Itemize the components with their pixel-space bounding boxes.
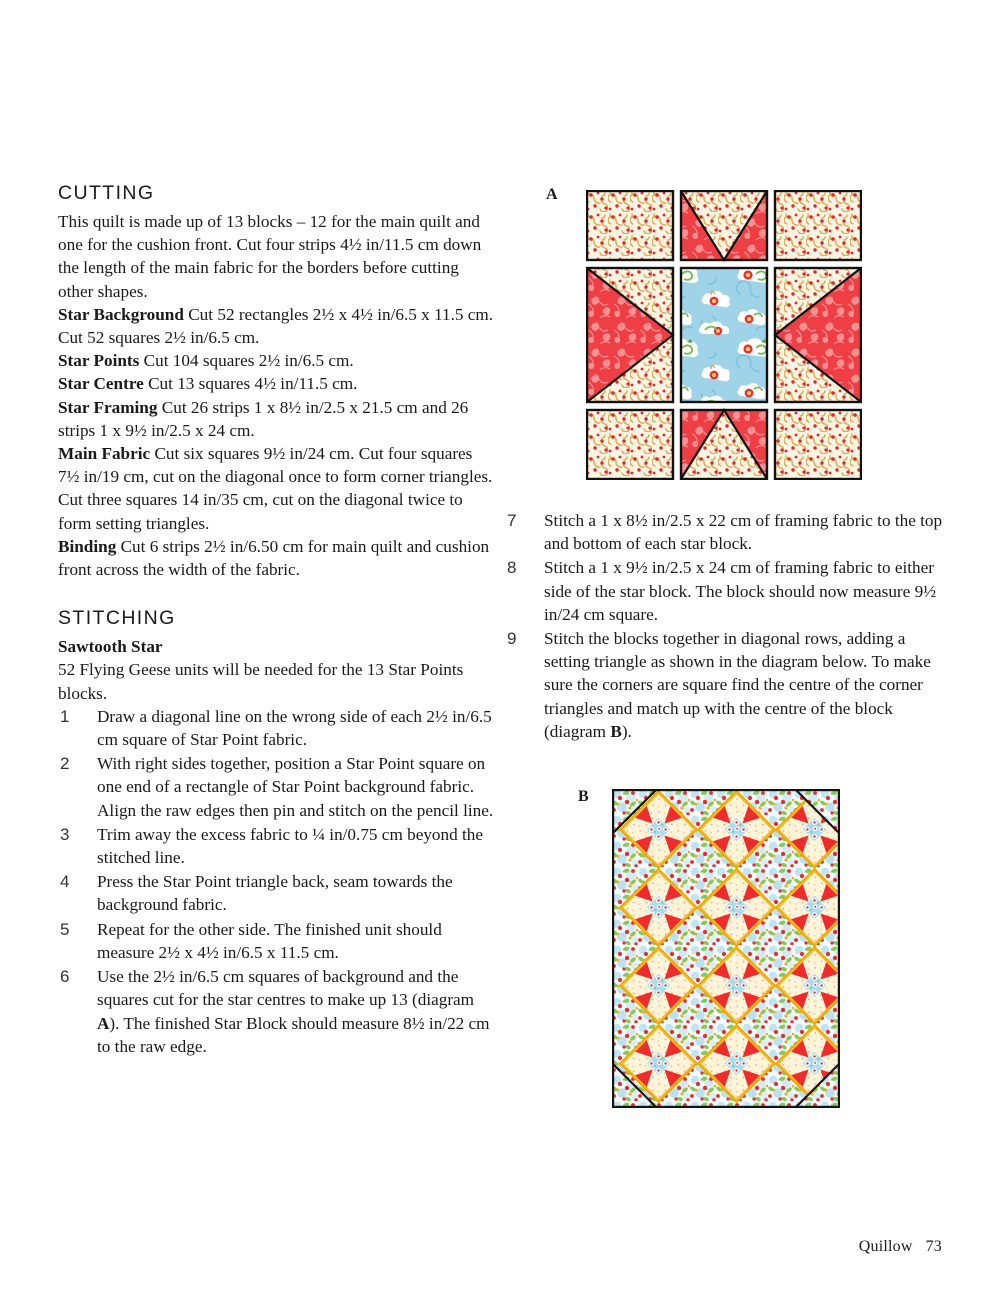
list-item bbox=[58, 752, 494, 822]
flying-geese-unit-bottom bbox=[681, 410, 767, 479]
cutting-item-text: Cut 6 strips 2½ in/6.50 cm for main quilt and cushion front across the width of the fabric. bbox=[58, 536, 490, 580]
step-number: 5 bbox=[60, 919, 70, 939]
step-number: 1 bbox=[60, 706, 70, 726]
cutting-item-list bbox=[58, 303, 494, 581]
step-number: 2 bbox=[60, 754, 70, 774]
list-item bbox=[505, 556, 947, 626]
step-text: Use the 2½ in/6.5 cm squares of background and the squares cut for the star centres to make up 13 (diagram A). The finished Star Block should measure 8½ in/22 cm to the raw edge. bbox=[97, 967, 490, 1056]
diagram-b-quilt-layout bbox=[612, 789, 840, 1108]
cutting-item-label: Star Points bbox=[58, 351, 140, 371]
list-item bbox=[58, 965, 494, 1058]
stitching-heading: STITCHING bbox=[58, 607, 176, 630]
cutting-item-text: Cut 26 strips 1 x 8½ in/2.5 x 21.5 cm and 26 strips 1 x 9½ in/2.5 x 24 cm. bbox=[58, 397, 469, 440]
stitching-intro: 52 Flying Geese units will be needed for the 13 Star Points blocks. bbox=[58, 660, 464, 703]
list-item bbox=[58, 705, 494, 751]
step-text: Stitch a 1 x 8½ in/2.5 x 22 cm of framing fabric to the top and bottom of each star block. bbox=[544, 511, 943, 554]
step-number: 3 bbox=[60, 824, 70, 844]
cutting-item-label: Star Centre bbox=[58, 374, 144, 394]
cutting-item-label: Star Framing bbox=[58, 397, 158, 417]
step-text: Draw a diagonal line on the wrong side of each 2½ in/6.5 cm square of Star Point fabric. bbox=[97, 706, 492, 750]
step-text: Stitch a 1 x 9½ in/2.5 x 24 cm of framing fabric to either side of the star block. The block should now measure 9½ in/24 cm square. bbox=[544, 558, 937, 624]
cutting-item-text: Cut 13 squares 4½ in/11.5 cm. bbox=[148, 374, 358, 394]
block-row-middle bbox=[587, 268, 861, 402]
right-steps-block bbox=[505, 509, 947, 744]
stitching-steps-right bbox=[505, 509, 947, 743]
star-background-square bbox=[587, 410, 673, 479]
cutting-item bbox=[58, 442, 494, 535]
cutting-item-text: Cut 52 rectangles 2½ x 4½ in/6.5 x 11.5 cm. Cut 52 squares 2½ in/6.5 cm. bbox=[58, 304, 494, 348]
step-text: With right sides together, position a Star Point square on one end of a rectangle of Star Point background fabric. Align the raw edges then pin and stitch on the pencil line. bbox=[97, 754, 494, 820]
cutting-item bbox=[58, 535, 494, 581]
diagram-a-sawtooth-star-block bbox=[586, 190, 862, 480]
page-footer bbox=[859, 1238, 942, 1256]
cutting-item-label: Main Fabric bbox=[58, 444, 151, 464]
cutting-item bbox=[58, 303, 494, 349]
block-row-top bbox=[587, 191, 861, 260]
footer-page-number: 73 bbox=[925, 1238, 942, 1255]
cutting-item-label: Binding bbox=[58, 536, 117, 556]
step-text: Press the Star Point triangle back, seam towards the background fabric. bbox=[97, 872, 453, 915]
diagram-b-label: B bbox=[578, 788, 589, 805]
step-number: 6 bbox=[60, 967, 70, 987]
diagram-a-label: A bbox=[546, 186, 558, 203]
cutting-item-text: Cut six squares 9½ in/24 cm. Cut four squares 7½ in/19 cm, cut on the diagonal once to form corner triangles. Cut three squares 14 in/35 cm, cut on the diagonal twice to form setting triangles. bbox=[58, 444, 493, 533]
list-item bbox=[58, 870, 494, 916]
cutting-item bbox=[58, 372, 494, 395]
flying-geese-unit-top bbox=[681, 191, 767, 260]
stitching-steps-left bbox=[58, 705, 494, 1058]
step-number: 7 bbox=[507, 511, 517, 530]
star-centre-square bbox=[681, 268, 767, 402]
step-text: Trim away the excess fabric to ¼ in/0.75 cm beyond the stitched line. bbox=[97, 824, 483, 868]
flying-geese-unit-left bbox=[587, 268, 673, 402]
left-text-column bbox=[58, 182, 494, 1059]
list-item bbox=[58, 918, 494, 964]
step-number: 4 bbox=[60, 872, 70, 892]
step-number: 8 bbox=[507, 558, 517, 578]
footer-book-title: Quillow bbox=[858, 1238, 913, 1255]
list-item bbox=[58, 823, 494, 869]
cutting-heading: CUTTING bbox=[58, 182, 155, 204]
star-background-square bbox=[775, 191, 861, 260]
list-item bbox=[505, 509, 947, 555]
step-text: Repeat for the other side. The finished unit should measure 2½ x 4½ in/6.5 x 11.5 cm. bbox=[97, 919, 442, 962]
cutting-item-text: Cut 104 squares 2½ in/6.5 cm. bbox=[143, 351, 354, 371]
flying-geese-unit-right bbox=[775, 268, 861, 402]
star-background-square bbox=[587, 191, 673, 260]
cutting-item-label: Star Background bbox=[58, 304, 184, 324]
cutting-intro: This quilt is made up of 13 blocks – 12 for the main quilt and one for the cushion front. Cut four strips 4½ in/11.5 cm down the length of the main fabric for the borders before cutting other shapes. bbox=[58, 212, 482, 301]
step-text: Stitch the blocks together in diagonal rows, adding a setting triangle as shown in the diagram below. To make sure the corners are square find the centre of the corner triangles and match up with the centre of the block (diagram B). bbox=[544, 629, 931, 741]
block-row-bottom bbox=[587, 410, 861, 479]
cutting-item bbox=[58, 349, 494, 372]
cutting-item bbox=[58, 396, 494, 442]
star-background-square bbox=[775, 410, 861, 479]
step-number: 9 bbox=[507, 629, 517, 649]
stitching-subheading: Sawtooth Star bbox=[58, 637, 163, 657]
list-item bbox=[505, 627, 947, 743]
